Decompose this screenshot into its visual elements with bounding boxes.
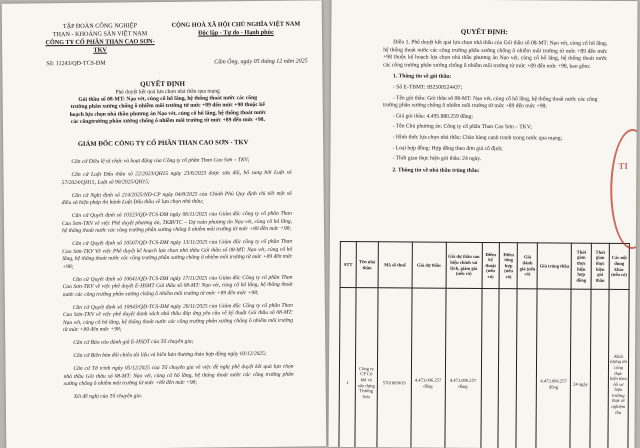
letterhead: [2, 20, 322, 54]
package-info-item: - Hình thức lựa chọn nhà thầu: Chào hàng cạnh tranh trong nước qua mạng;: [392, 134, 563, 142]
cell-other-notes: Khối lượng thi công thực hiện theo hồ sơ hiện trường thực tế nghiệm thu: [608, 289, 629, 448]
cell-evaluation-price: [516, 289, 537, 448]
column-header: Thời gian thực hiện hợp đồng: [571, 243, 591, 289]
package-info-item: - Tên Chủ phương án: Công ty cổ phần Than Cao Sơn – TKV;: [392, 123, 532, 131]
cell-tech-score: [480, 288, 499, 448]
table-row: [339, 288, 629, 448]
decision-heading: QUYẾT ĐỊNH:: [460, 27, 508, 37]
cell-contractor: Công ty CP Cơ khí và xây dựng Trường Sơn: [355, 288, 378, 448]
legal-basis: [61, 157, 294, 407]
basis-paragraph: Căn cứ Quyết định số 10943/QĐ-TCS-ĐM ngày 26/11/2025 của Giám đốc Công ty cổ phần Than Cao Sơn-TKV về việc phê duyệt danh sách nhà thầu đáp ứng yêu cầu về kỹ thuật Gói thầu số 08-MT: Nạo vét, củng cố hố lắng, hệ thống thoát nước các công trường phân xưởng chống ô nhiễm môi trường từ mức +89 đến mức +98;: [62, 302, 294, 334]
cell-contract-duration: 24 ngày: [570, 289, 591, 448]
basis-paragraph: Căn cứ Điều lệ tổ chức và hoạt động của Công ty cổ phần Than Cao Sơn – TKV;: [71, 157, 250, 165]
column-header: Mã số thuế: [378, 242, 412, 288]
cell-total-score: [498, 289, 517, 448]
cell-award-price: 4.473.096.257 đồng: [536, 289, 571, 448]
cell-tax-code: 5701809619: [377, 288, 412, 448]
column-header: Tên nhà thầu: [356, 242, 378, 288]
column-header: STT: [340, 242, 356, 288]
cell-adjusted-price: 4.473.096.257 đồng: [444, 288, 481, 448]
right-page: [328, 0, 637, 448]
org-line-1: TẬP ĐOÀN CÔNG NGHIỆP: [62, 22, 138, 31]
section-2-heading: 2. Thông tin về nhà thầu trúng thầu:: [392, 167, 480, 174]
stamp-text: TI: [618, 160, 628, 172]
decision-body: [382, 39, 607, 179]
basis-paragraph: Căn cứ Nghị định số 214/2025/NĐ-CP ngày 04/8/2025 của Chính Phủ Quy định chi tiết một số điều và biện pháp thi hành Luật Đấu thầu về lựa chọn nhà thầu;: [61, 190, 292, 207]
basis-paragraph: Căn cứ Quyết định số 10641/QĐ-TCS-ĐM ngày 17/11/2025 của Giám đốc Công ty cổ phần Than Cao Sơn-TKV về việc phê duyệt E-HSMT Gói thầu số 08-MT: Nạo vét, củng cố hố lắng, hệ thống thoát nước các công trường phân xưởng chống ô nhiễm môi trường từ mức +89 đến mức +98;: [62, 274, 293, 298]
column-header: Điểm kỹ thuật (nếu có): [482, 242, 500, 288]
closing-line: Xét đề nghị của Tổ chuyên gia.: [73, 393, 143, 400]
left-page: [2, 0, 327, 448]
column-header: Điểm tổng hợp (nếu có): [499, 243, 517, 289]
cell-package-duration: [590, 289, 609, 448]
package-info-item: - Số E-TBMT: IB2500524437;: [392, 84, 463, 91]
column-header: Giá dự thầu sau hiệu chỉnh sai lệch, giảm giá (nếu có): [446, 242, 482, 288]
document-number: Số: 11243/QĐ-TCS-ĐM: [46, 60, 106, 68]
column-header: Giá trúng thầu: [537, 243, 571, 289]
org-line-3: CÔNG TY CỔ PHẦN THAN CAO SƠN-TKV: [45, 38, 155, 54]
basis-paragraph: Căn cứ Quyết định số 10323/QĐ-TCS-ĐM ngày 06/11/2025 của Giám đốc công ty cổ phần Than Cao Sơn-TKV về việc Phê duyệt phương án, TKBVTC – Dự toán phương án Nạo vét, củng cố hố lắng, hệ thống thoát nước các công trường phân xưởng chống ô nhiễm môi trường từ mức +89 đến mức +98;: [61, 210, 292, 235]
decision-subject: [61, 88, 275, 126]
basis-paragraph: Căn cứ Quyết định số 10507/QĐ-TCS-ĐM ngày 13/11/2025 của Giám đốc công ty cổ phần Than Cao Sơn-TKV Về việc Phê duyệt kế hoạch lựa chọn nhà thầu Gói thầu số 08-MT: Nạo vét, củng cố hố lắng, hệ thống thoát nước các công trường phân xưởng chống ô nhiễm môi trường từ mức +89 đến mức +98;: [62, 238, 293, 270]
nation-line-2: Độc lập - Tự do - Hạnh phúc: [198, 28, 274, 37]
nation-line-1: CỘNG HOÀ XÃ HỘI CHỦ NGHĨA VIỆT NAM: [171, 20, 301, 29]
column-header: Các nội dung khác (nếu có): [609, 243, 629, 289]
subject-line-1: Phê duyệt kết quả lựa chọn nhà thầu qua mạng: [115, 88, 220, 96]
column-header: Giá dự thầu: [412, 242, 446, 288]
basis-paragraph: Căn cứ Tờ trình ngày 05/12/2025 của Tổ chuyên gia về việc đề nghị phê duyệt kết quả lựa chọn nhà thầu Gói thầu số 08-MT: Nạo vét, củng cố hố lắng, hệ thống thoát nước các công trường phân xưởng chống ô nhiễm môi trường từ mức +89 đến mức +98;: [63, 363, 294, 388]
package-info-item: - Loại hợp đồng: Hợp đồng theo đơn giá cố định;: [392, 144, 503, 152]
column-header: Giá đánh giá (nếu có): [517, 243, 537, 289]
article-1: Điều 1. Phê duyệt kết quả lựa chọn nhà thầu của Gói thầu số 08-MT: Nạo vét, củng cố hố lắng, hệ thống thoát nước các công trường phân xưởng chống ô nhiễm môi trường từ mức +89 đến mức +98 thuộc kế hoạch lựa chọn nhà thầu phương án Nạo vét, củng cố hố lắng, hệ thống thoát nước các công trường phân xưởng chống ô nhiễm môi trường từ mức +89 đến mức +98, bao gồm:: [383, 39, 608, 70]
basis-paragraph: Căn cứ Luật Đấu thầu số 22/2023/QH15 ngày 23/6/2023 được sửa đổi, bổ sung bởi Luật số 57/2024/QH15, Luật số 90/2025/QH15;: [61, 169, 292, 186]
national-motto-block: [162, 20, 310, 38]
subject-line-4: hoạch lựa chọn nhà thầu phương án Nạo vét, củng cố hố lắng, hệ thống thoát nước: [69, 109, 267, 118]
org-line-2: THAN - KHOÁNG SẢN VIỆT NAM: [52, 30, 148, 39]
section-1-heading: 1. Thông tin về gói thầu:: [393, 73, 452, 81]
package-info-item: - Thời gian thực hiện gói thầu: 24 ngày.: [392, 155, 482, 163]
basis-paragraph: Căn cứ Báo cáo đánh giá E-HSDT của Tổ chuyên gia;: [73, 338, 194, 346]
table-header-row: [340, 242, 629, 290]
cell-index: 1: [339, 288, 356, 448]
red-seal-stamp: [610, 129, 638, 249]
winning-bidder-table: [338, 241, 630, 448]
subject-line-2: Gói thầu số 08-MT: Nạo vét, củng cố hố lắng, hệ thống thoát nước các công: [78, 95, 258, 104]
column-header: Thời gian thực hiện gói thầu: [591, 243, 609, 289]
place-date: Cẩm Ông, ngày 05 tháng 12 năm 2025: [214, 58, 308, 66]
basis-paragraph: Căn cứ Biên bản đối chiếu tài liệu và biên bản thương thảo hợp đồng ngày 03/12/2025;: [73, 350, 267, 359]
decision-title: QUYẾT ĐỊNH: [140, 79, 185, 89]
package-info-item: - Tên gói thầu: Gói thầu số 08-MT: Nạo vét, củng cố hố lắng, hệ thống thoát nước các công trường phân xưởng chống ô nhiễm môi trường từ mức +89 đến mức +98;: [382, 94, 598, 110]
subject-line-3: trường phân xưởng chống ô nhiễm môi trường từ mức +89 đến mức +98 thuộc kế: [70, 102, 265, 111]
cell-bid-price: 4.473.096.257 đồng: [410, 288, 445, 448]
director-heading: GIÁM ĐỐC CÔNG TY CỔ PHẦN THAN CAO SƠN - TKV: [77, 139, 249, 148]
subject-line-5: các côngtrường phân xưởng chống ô nhiễm môi trường từ mức +89 đến mức +98.: [70, 116, 265, 125]
organization-block: [40, 22, 160, 55]
package-info-item: - Giá gói thầu: 4.495.880.259 đồng;: [392, 113, 473, 120]
